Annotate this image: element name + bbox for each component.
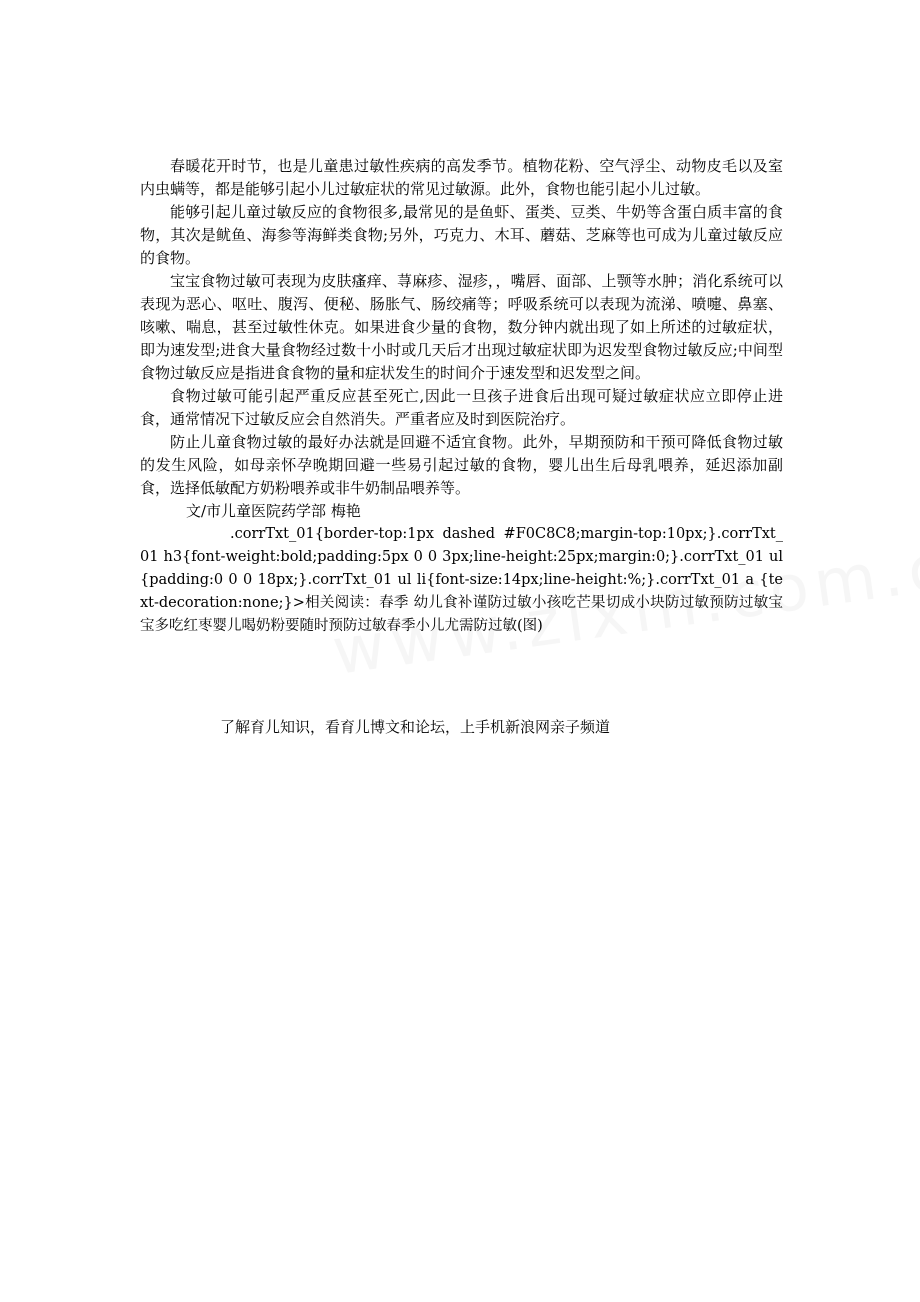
paragraph-1: 春暖花开时节，也是儿童患过敏性疾病的高发季节。植物花粉、空气浮尘、动物皮毛以及室内虫螨等，都是能够引起小儿过敏症状的常见过敏源。此外，食物也能引起小儿过敏。 [140, 157, 783, 198]
author-byline: 文/市儿童医院药学部 梅艳 [186, 502, 361, 520]
article-body [140, 155, 783, 638]
paragraph-4: 食物过敏可能引起严重反应甚至死亡,因此一旦孩子进食后出现可疑过敏症状应立即停止进食，通常情况下过敏反应会自然消失。严重者应及时到医院治疗。 [140, 387, 783, 428]
related-reading: .corrTxt_01{border-top:1px dashed #F0C8C8;margin-top:10px;}.corrTxt_01 h3{font-weight:bold;padding:5px 0 0 3px;line-height:25px;margin:0;}.corrTxt_01 ul{padding:0 0 0 18px;}.corrTxt_01 ul li{font-size:14px;line-height:%;}.corrTxt_01 a {text-decoration:none;}>相关阅读：春季 幼儿食补谨防过敏小孩吃芒果切成小块防过敏预防过敏宝宝多吃红枣婴儿喝奶粉要随时预防过敏春季小儿尤需防过敏(图) [140, 526, 783, 634]
footer-promo: 了解育儿知识，看育儿博文和论坛，上手机新浪网亲子频道 [220, 718, 611, 736]
paragraph-2: 能够引起儿童过敏反应的食物很多,最常见的是鱼虾、蛋类、豆类、牛奶等含蛋白质丰富的食物，其次是鱿鱼、海参等海鲜类食物;另外，巧克力、木耳、蘑菇、芝麻等也可成为儿童过敏反应的食物。 [140, 203, 783, 267]
paragraph-5: 防止儿童食物过敏的最好办法就是回避不适宜食物。此外，早期预防和干预可降低食物过敏的发生风险，如母亲怀孕晚期回避一些易引起过敏的食物，婴儿出生后母乳喂养，延迟添加副食，选择低敏配方奶粉喂养或非牛奶制品喂养等。 [140, 433, 783, 497]
paragraph-3: 宝宝食物过敏可表现为皮肤瘙痒、荨麻疹、湿疹，，嘴唇、面部、上颚等水肿；消化系统可以表现为恶心、呕吐、腹泻、便秘、肠胀气、肠绞痛等；呼吸系统可以表现为流涕、喷嚏、鼻塞、咳嗽、喘息，甚至过敏性休克。如果进食少量的食物，数分钟内就出现了如上所述的过敏症状，即为速发型;进食大量食物经过数十小时或几天后才出现过敏症状即为迟发型食物过敏反应;中间型食物过敏反应是指进食食物的量和症状发生的时间介于速发型和迟发型之间。 [140, 272, 783, 382]
